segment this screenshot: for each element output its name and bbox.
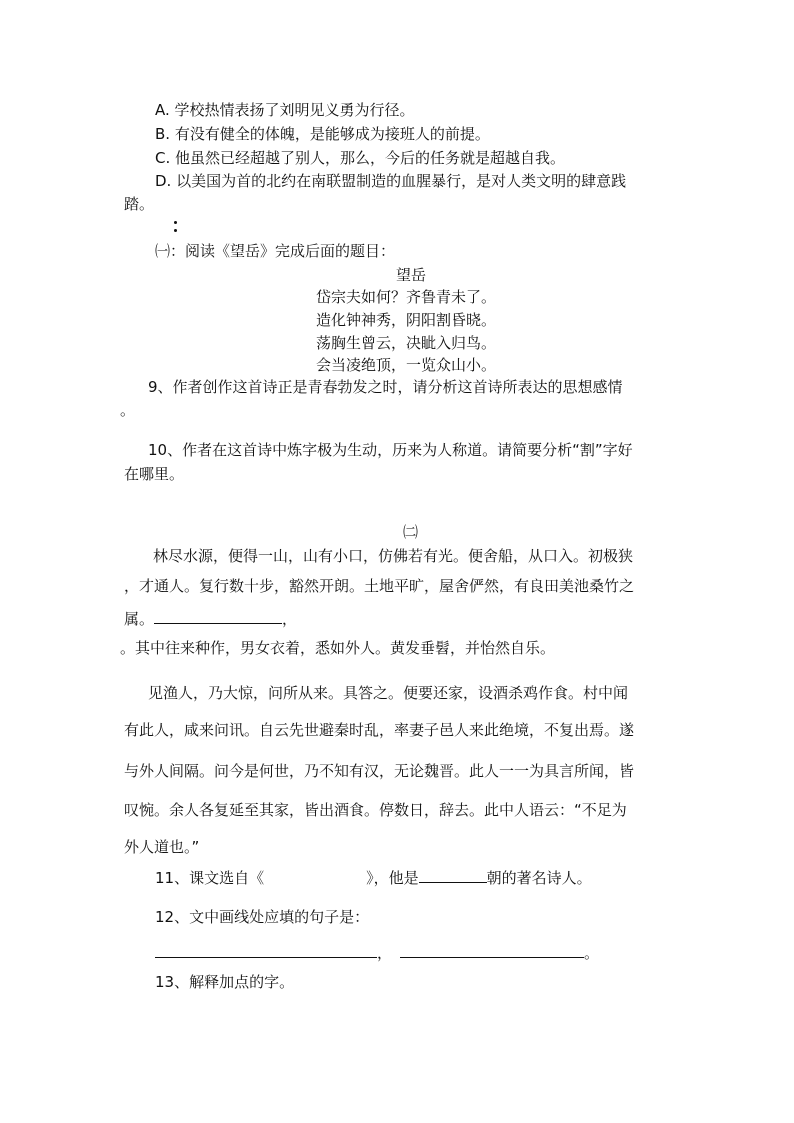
question-12: 12、文中画线处应填的句子是： xyxy=(155,908,370,926)
section1-heading: ㈠：阅读《望岳》完成后面的题目： xyxy=(155,242,396,260)
poem-title: 望岳 xyxy=(396,266,427,284)
question-10-line1: 10、作者在这首诗中炼字极为生动，历来为人称道。请简要分析“割”字好 xyxy=(148,441,633,459)
poem-line-4: 会当凌绝顶，一览众山小。 xyxy=(316,356,497,374)
colon-dot-bottom xyxy=(174,229,177,232)
passage-p2-line4: 叹惋。余人各复延至其家，皆出酒食。停数日，辞去。此中人语云：“不足为 xyxy=(124,801,627,819)
option-d-line2: 踏。 xyxy=(124,195,155,213)
question-9-line1: 9、作者创作这首诗正是青春勃发之时，请分析这首诗所表达的思想感情 xyxy=(148,378,623,396)
fill-blank-line xyxy=(154,607,282,624)
q12-blank-2 xyxy=(400,941,584,958)
passage-p1-line1: 林尽水源，便得一山，山有小口，仿佛若有光。便舍船，从口入。初极狭 xyxy=(153,547,634,565)
passage-p2-line1: 见渔人，乃大惊，问所从来。具答之。便要还家，设酒杀鸡作食。村中闻 xyxy=(148,684,629,702)
passage-p1-line2: ，才通人。复行数十步，豁然开朗。土地平旷，屋舍俨然，有良田美池桑竹之 xyxy=(124,577,635,595)
poem-line-3: 荡胸生曾云，决眦入归鸟。 xyxy=(316,334,497,352)
passage-p1-line3-comma: ， xyxy=(282,610,298,628)
passage-p1-line3-text: 属。 xyxy=(124,610,155,628)
q12-blank-1 xyxy=(155,941,377,958)
question-9-line2: 。 xyxy=(120,401,136,419)
passage-p2-line3: 与外人间隔。问今是何世，乃不知有汉，无论魏晋。此人一一为具言所闻，皆 xyxy=(124,762,635,780)
question-10-line2: 在哪里。 xyxy=(124,465,185,483)
passage-p2-line5: 外人道也。” xyxy=(124,838,200,856)
poem-line-1: 岱宗夫如何？齐鲁青未了。 xyxy=(316,288,497,306)
passage-p2-line2: 有此人，咸来问讯。自云先世避秦时乱，率妻子邑人来此绝境，不复出焉。遂 xyxy=(124,721,635,739)
q11-dynasty-blank xyxy=(419,866,487,883)
colon-dot-top xyxy=(174,221,177,224)
option-c: C. 他虽然已经超越了别人，那么，今后的任务就是超越自我。 xyxy=(155,149,566,167)
option-b: B. 有没有健全的体魄，是能够成为接班人的前提。 xyxy=(155,125,490,143)
poem-line-2: 造化钟神秀，阴阳割昏晓。 xyxy=(316,311,497,329)
q12-end: 。 xyxy=(584,944,600,962)
question-11-part1: 11、课文选自《 xyxy=(155,869,265,887)
question-11-part2: 》，他是 xyxy=(366,869,419,887)
passage-p1-line4: 。其中往来种作，男女衣着，悉如外人。黄发垂髫，并怡然自乐。 xyxy=(120,639,556,657)
question-13: 13、解释加点的字。 xyxy=(155,973,295,991)
question-11-part3: 朝的著名诗人。 xyxy=(486,869,592,887)
q12-separator: ， xyxy=(377,944,393,962)
question-12-blanks xyxy=(155,941,599,963)
option-a: A. 学校热情表扬了刘明见义勇为行径。 xyxy=(155,101,415,119)
question-11 xyxy=(155,866,592,888)
option-d-line1: D. 以美国为首的北约在南联盟制造的血腥暴行，是对人类文明的肆意践 xyxy=(155,172,627,190)
passage-p1-line3 xyxy=(124,607,297,629)
section2-heading: ㈡ xyxy=(403,523,419,541)
